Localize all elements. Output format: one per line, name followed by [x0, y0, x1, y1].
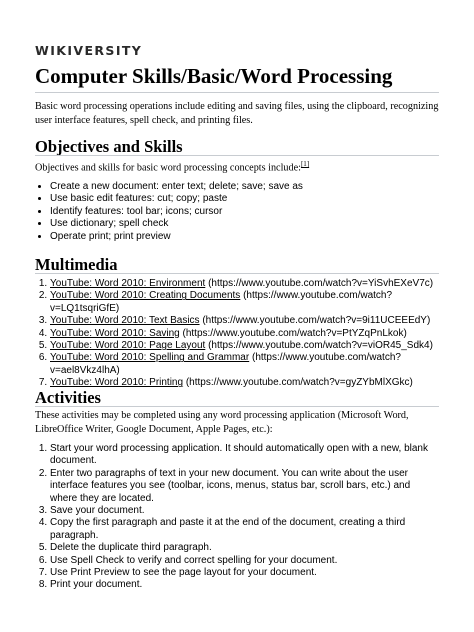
objective-item: • Use basic edit features: cut; copy; paste [50, 193, 439, 205]
objectives-intro [35, 158, 439, 175]
objectives-divider [35, 155, 439, 156]
video-link[interactable]: YouTube: Word 2010: Environment [50, 278, 206, 289]
activity-item: 3. Save your document. [50, 505, 439, 517]
activity-item: 1. Start your word processing application. It should automatically open with a new, blank document. [50, 443, 439, 468]
multimedia-item [50, 377, 439, 389]
activities-divider [35, 406, 439, 407]
video-link[interactable]: YouTube: Word 2010: Printing [50, 377, 184, 389]
title-divider [35, 92, 439, 93]
video-url: (https://www.youtube.com/watch?v=ael8Vkz4lhA) [50, 352, 401, 376]
page-title: Computer Skills/Basic/Word Processing [35, 64, 393, 88]
activity-item: 6. Use Spell Check to verify and correct spelling for your document. [50, 555, 439, 567]
activity-item: 2. Enter two paragraphs of text in your new document. You can write about the user interface features you see (toolbar, icons, menus, status bar, scroll bars, etc.) and where they are located. [50, 468, 439, 505]
video-url: (https://www.youtube.com/watch?v=LQ1tsqriGfE) [50, 290, 393, 314]
objective-item: • Create a new document: enter text; delete; save; save as [50, 181, 439, 193]
video-url: (https://www.youtube.com/watch?v=YiSvhEXeV7c) [208, 278, 434, 289]
multimedia-list [35, 278, 439, 390]
objective-item: • Operate print; print preview [50, 231, 439, 243]
video-link[interactable]: YouTube: Word 2010: Creating Documents [50, 290, 241, 302]
objectives-heading: Objectives and Skills [35, 137, 183, 156]
objective-item: • Identify features: tool bar; icons; cursor [50, 206, 439, 218]
multimedia-item [50, 328, 439, 340]
site-logo[interactable]: WIKIVERSITY [35, 43, 143, 58]
video-link[interactable]: YouTube: Word 2010: Text Basics [50, 315, 200, 327]
activities-list [35, 443, 439, 592]
multimedia-item [50, 278, 439, 290]
objectives-text: Objectives and skills for basic word processing concepts include: [35, 162, 301, 174]
multimedia-item [50, 290, 439, 315]
video-link[interactable]: YouTube: Word 2010: Page Layout [50, 340, 206, 352]
multimedia-item [50, 315, 439, 327]
video-url: (https://www.youtube.com/watch?v=viOR45_Sdk4) [208, 340, 433, 352]
multimedia-divider [35, 273, 439, 274]
activities-intro: These activities may be completed using any word processing application (Microsoft Word, LibreOffice Writer, Google Document, Apple Pages, etc.): [35, 410, 409, 435]
activity-item: 5. Delete the duplicate third paragraph. [50, 542, 439, 554]
multimedia-heading: Multimedia [35, 255, 118, 274]
video-url: (https://www.youtube.com/watch?v=gyZYbMlXGkc) [185, 377, 413, 389]
video-link[interactable]: YouTube: Word 2010: Spelling and Grammar [50, 352, 250, 364]
video-link[interactable]: YouTube: Word 2010: Saving [50, 327, 180, 339]
reference-link[interactable]: [1] [300, 160, 310, 168]
multimedia-item [50, 352, 439, 377]
intro-paragraph: Basic word processing operations include editing and saving files, using the clipboard, recognizing user interface features, spell check, and printing files. [35, 101, 439, 126]
video-url: (https://www.youtube.com/watch?v=9i11UCEEEdY) [202, 315, 431, 327]
activity-item: 7. Use Print Preview to see the page layout for your document. [50, 567, 439, 579]
objectives-list [35, 181, 439, 243]
objective-item: • Use dictionary; spell check [50, 218, 439, 230]
activity-item: 8. Print your document. [50, 579, 439, 591]
video-url: (https://www.youtube.com/watch?v=PtYZqPnLkok) [182, 327, 407, 339]
activities-heading: Activities [35, 388, 101, 407]
activity-item: 4. Copy the first paragraph and paste it at the end of the document, creating a third paragraph. [50, 517, 439, 542]
multimedia-item [50, 340, 439, 352]
